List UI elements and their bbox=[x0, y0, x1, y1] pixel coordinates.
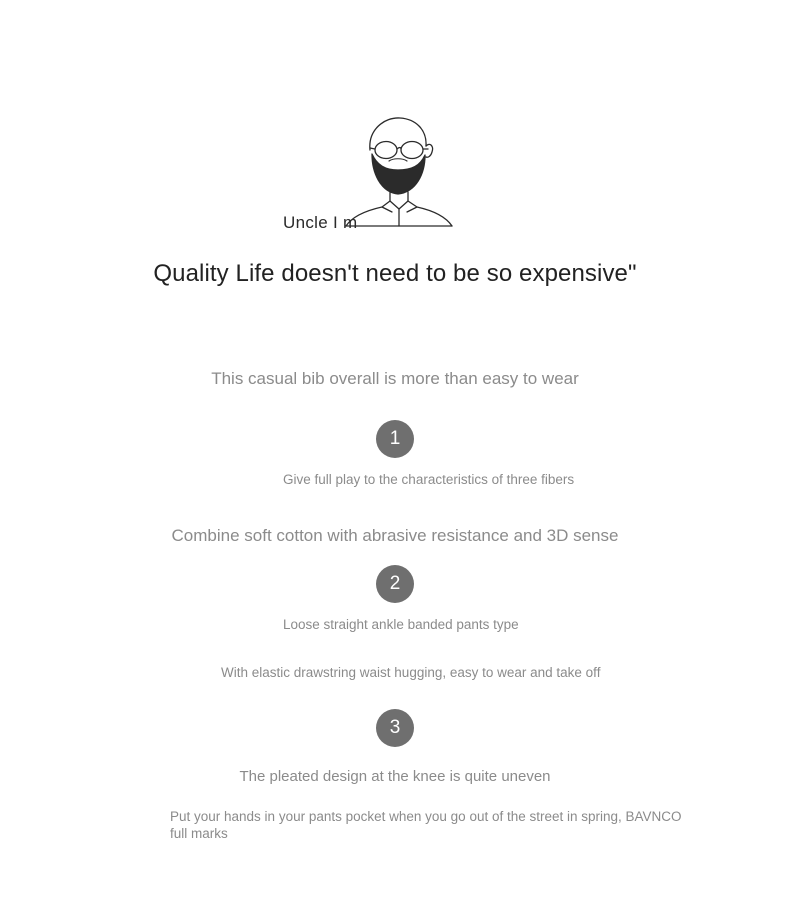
brand-name: Uncle I m bbox=[283, 213, 358, 232]
section-1-detail bbox=[283, 471, 703, 488]
section-1-highlight-text: Combine soft cotton with abrasive resistance and 3D sense bbox=[171, 526, 619, 545]
section-2-highlight-text: With elastic drawstring waist hugging, easy to wear and take off bbox=[221, 665, 601, 680]
brand-block bbox=[0, 100, 790, 235]
section-2-highlight bbox=[221, 664, 701, 681]
section-2-badge-row bbox=[0, 565, 790, 603]
bearded-man-with-glasses-illustration-icon bbox=[332, 108, 457, 228]
section-2-detail bbox=[283, 616, 713, 633]
section-3-detail-text: The pleated design at the knee is quite uneven bbox=[239, 768, 551, 785]
section-2-detail-text: Loose straight ankle banded pants type bbox=[283, 617, 519, 632]
lead-text: This casual bib overall is more than easy to wear bbox=[211, 369, 579, 388]
section-1-detail-text: Give full play to the characteristics of three fibers bbox=[283, 472, 575, 487]
section-3-highlight bbox=[170, 808, 690, 842]
section-1-highlight bbox=[0, 525, 790, 547]
section-3-badge-row bbox=[0, 709, 790, 747]
section-1-badge-row bbox=[0, 420, 790, 458]
step-number-badge: 3 bbox=[376, 709, 414, 747]
section-3-highlight-text: Put your hands in your pants pocket when you go out of the street in spring, BAVNCO full marks bbox=[170, 809, 682, 841]
step-number-badge: 2 bbox=[376, 565, 414, 603]
section-3-detail bbox=[0, 766, 790, 788]
page-headline: Quality Life doesn't need to be so expensive" bbox=[153, 260, 637, 287]
step-number-badge: 1 bbox=[376, 420, 414, 458]
